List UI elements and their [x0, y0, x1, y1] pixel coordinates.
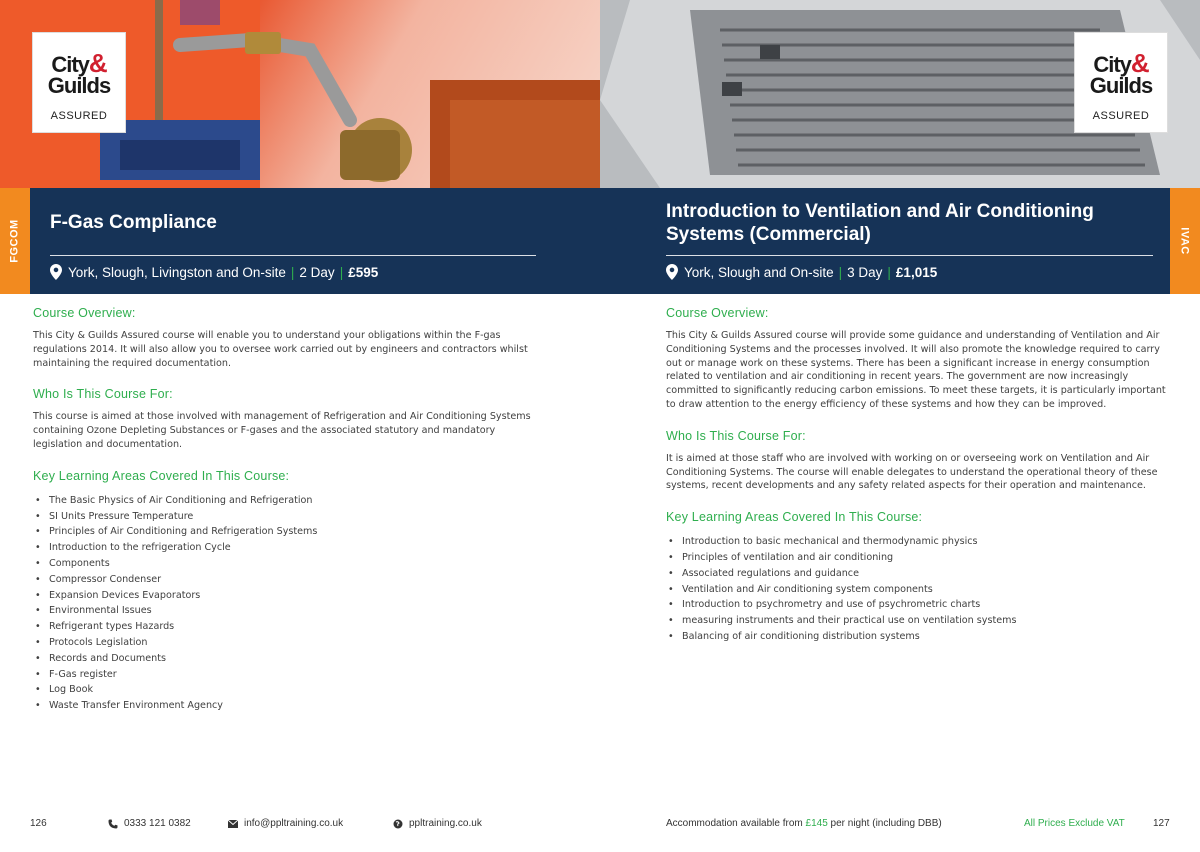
course-meta: York, Slough and On-site | 3 Day | £1,015 [666, 264, 937, 280]
city-guilds-logo: City& Guilds ASSURED [1074, 32, 1168, 133]
divider [666, 255, 1153, 256]
list-item: • Components [33, 556, 538, 572]
phone-icon [108, 819, 118, 829]
section-heading: Course Overview: [666, 306, 769, 320]
location-pin-icon [50, 264, 62, 280]
list-item: • SI Units Pressure Temperature [33, 509, 538, 525]
list-item: • Principles of Air Conditioning and Refrigeration Systems [33, 524, 538, 540]
list-item: • Protocols Legislation [33, 635, 538, 651]
learning-areas-list [666, 534, 1171, 645]
list-item: • Compressor Condenser [33, 572, 538, 588]
course-locations: York, Slough and On-site [684, 264, 834, 280]
section-heading: Key Learning Areas Covered In This Course: [33, 468, 290, 483]
course-locations: York, Slough, Livingston and On-site [68, 264, 286, 280]
email-icon [228, 820, 238, 828]
list-item: • Waste Transfer Environment Agency [33, 698, 538, 714]
course-details-right [666, 306, 1171, 645]
course-meta: York, Slough, Livingston and On-site | 2 Day | £595 [50, 264, 378, 280]
overview-text: This City & Guilds Assured course will enable you to understand your obligations within the F-gas regulations 2014. It will also allow you to oversee work carried out by engineers and contractors whilst maintaining the required documentation. [33, 330, 528, 369]
divider [50, 255, 536, 256]
course-code-tag: IVAC [1170, 188, 1200, 294]
air-conditioning-vent-photo [600, 0, 1200, 188]
overview-text: This City & Guilds Assured course will provide some guidance and understanding of Ventilation and Air Conditioning Systems and the processes involved. It will also promote the knowledge required to carry out or manage work on these systems. There has been a significant increase in energy consumption related to ventilation and air conditioning in recent years. The government are now increasingly committed to significantly reducing carbon emissions. To meet these targets, it is particularly important to draw attention to the energy efficiency of these systems and how they can be improved. [666, 330, 1166, 410]
section-heading: Who Is This Course For: [33, 387, 173, 402]
list-item: • Introduction to basic mechanical and thermodynamic physics [666, 534, 1171, 550]
list-item: • Records and Documents [33, 651, 538, 667]
course-title: F-Gas Compliance [50, 212, 217, 233]
list-item: • Environmental Issues [33, 603, 538, 619]
website-link[interactable]: ppltraining.co.uk [393, 818, 482, 829]
section-heading: Who Is This Course For: [666, 428, 806, 443]
page-number: 127 [1153, 818, 1170, 829]
list-item: • Introduction to psychrometry and use of psychrometric charts [666, 597, 1171, 613]
city-guilds-logo: City& Guilds ASSURED [32, 32, 126, 133]
course-price: £1,015 [895, 264, 938, 280]
list-item: • Associated regulations and guidance [666, 566, 1171, 582]
list-item: • Balancing of air conditioning distribution systems [666, 629, 1171, 645]
audience-text: It is aimed at those staff who are involved with working on or overseeing work on Ventilation and Air Conditioning Systems. The course will enable delegates to understand the operational theory of these systems, recent developments and any safety related aspects for their operation and maintenance. [666, 452, 1158, 492]
list-item: • Refrigerant types Hazards [33, 619, 538, 635]
list-item: • Introduction to the refrigeration Cycle [33, 540, 538, 556]
accommodation-note: Accommodation available from £145 per night (including DBB) [666, 818, 942, 829]
course-details-left [33, 306, 538, 714]
list-item: • Log Book [33, 682, 538, 698]
section-heading: Key Learning Areas Covered In This Course: [666, 510, 923, 525]
list-item: • Principles of ventilation and air conditioning [666, 550, 1171, 566]
welding-torch-photo [0, 0, 600, 188]
course-price: £595 [348, 264, 379, 280]
email-link[interactable]: info@ppltraining.co.uk [228, 818, 343, 829]
location-pin-icon [666, 264, 678, 280]
list-item: • Ventilation and Air conditioning system components [666, 582, 1171, 598]
list-item: • Expansion Devices Evaporators [33, 588, 538, 604]
page-number: 126 [30, 818, 47, 829]
list-item: • F-Gas register [33, 667, 538, 683]
learning-areas-list [33, 493, 538, 714]
course-duration: 3 Day [847, 264, 883, 280]
vat-note: All Prices Exclude VAT [1024, 818, 1125, 829]
list-item: • measuring instruments and their practical use on ventilation systems [666, 613, 1171, 629]
globe-icon [393, 819, 403, 829]
course-title: Introduction to Ventilation and Air Conditioning Systems (Commercial) [666, 201, 1094, 245]
course-code-tag: FGCOM [0, 188, 30, 294]
list-item: • The Basic Physics of Air Conditioning and Refrigeration [33, 493, 538, 509]
section-heading: Course Overview: [33, 306, 136, 320]
audience-text: This course is aimed at those involved with management of Refrigeration and Air Conditioning Systems containing Ozone Depleting Substances or F-gases and the associated statutory and mandatory legislation and documentation. [33, 411, 531, 450]
phone-contact[interactable]: 0333 121 0382 [108, 818, 191, 829]
course-duration: 2 Day [299, 264, 335, 280]
